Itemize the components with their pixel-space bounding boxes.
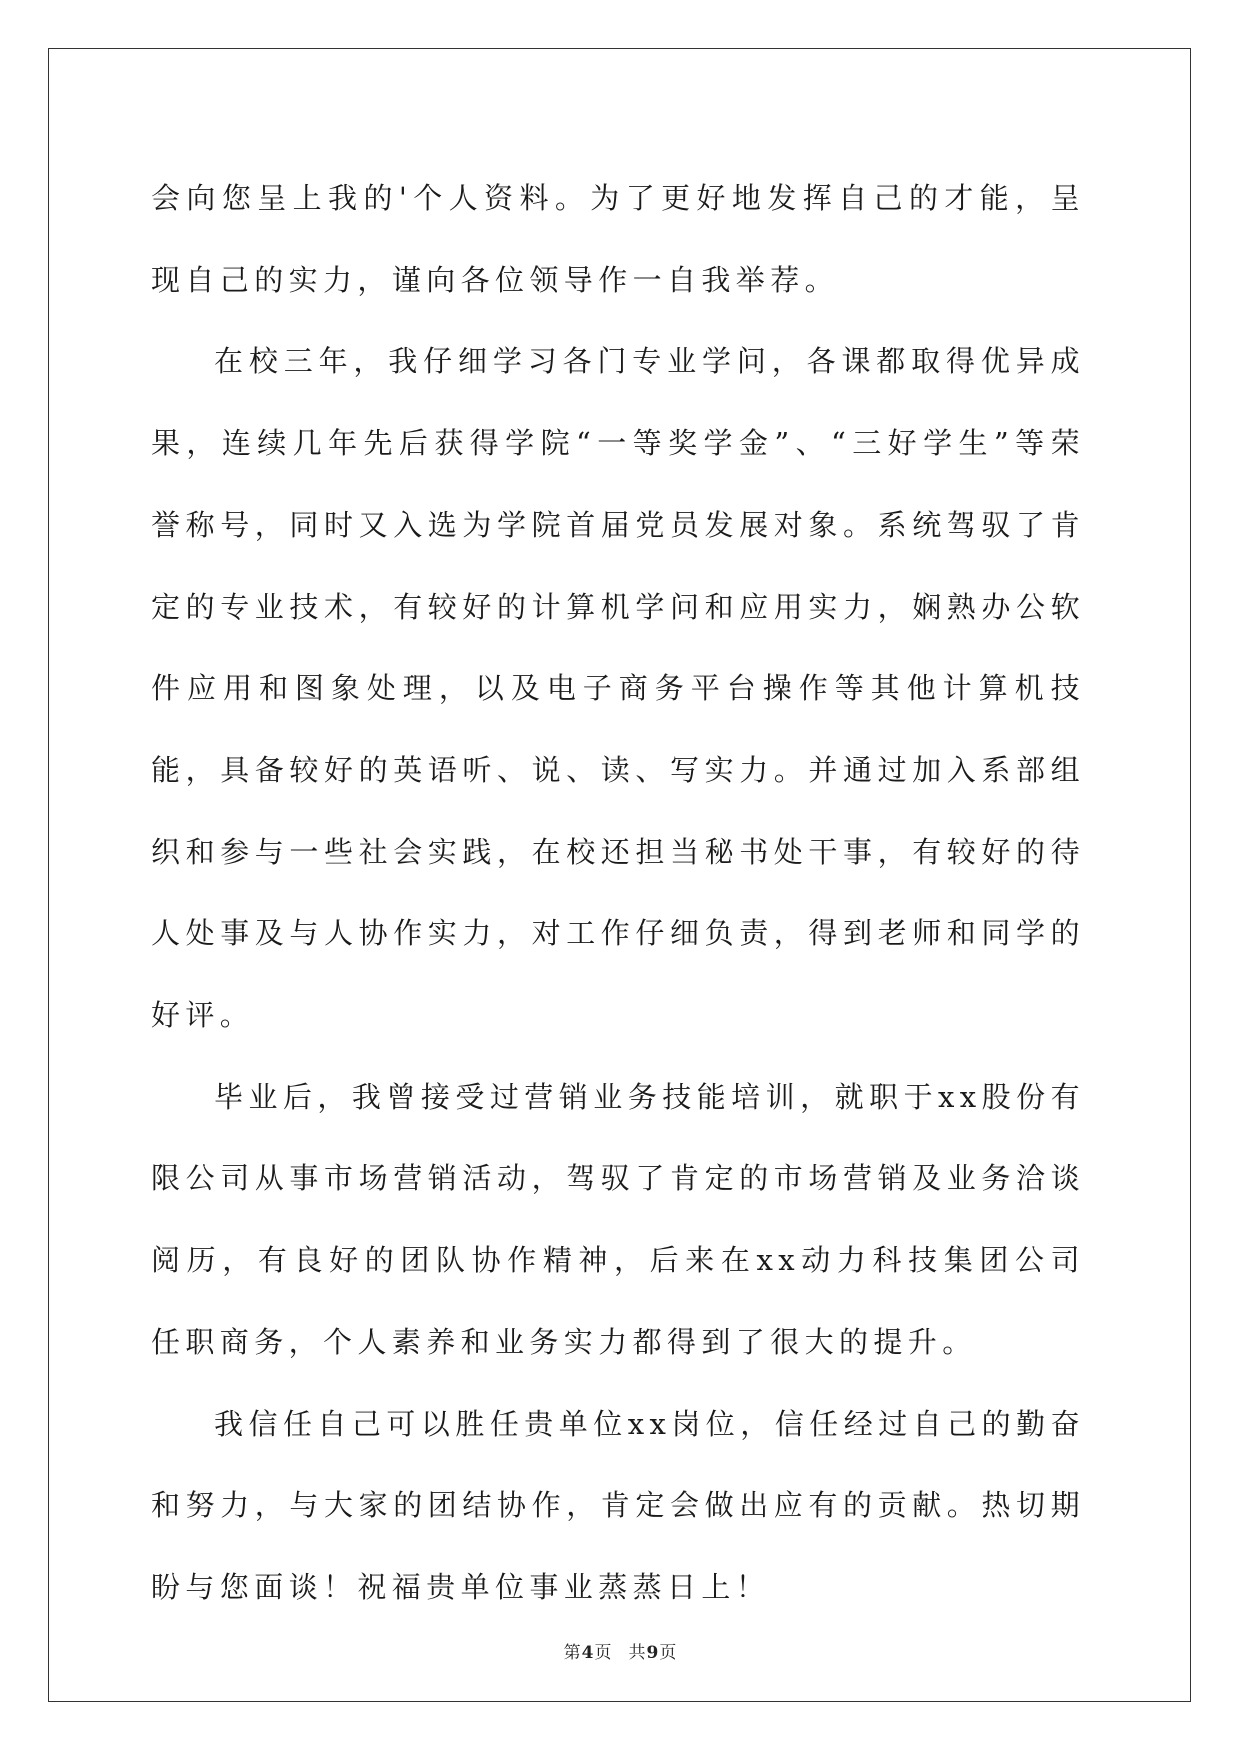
- paragraph-closing: 我信任自己可以胜任贵单位xx岗位，信任经过自己的勤奋和努力，与大家的团结协作，肯定会做出应有的贡献。热切期盼与您面谈！祝福贵单位事业蒸蒸日上！: [151, 1406, 1085, 1604]
- page-suffix: 页: [594, 1643, 613, 1663]
- paragraph-continuation: 会向您呈上我的'个人资料。为了更好地发挥自己的才能，呈现自己的实力，谨向各位领导作一自我举荐。: [151, 181, 1085, 297]
- document-body: [151, 158, 1085, 1629]
- page-prefix: 第: [563, 1643, 582, 1663]
- page-footer: [0, 1638, 1241, 1663]
- paragraph-work-experience: 毕业后，我曾接受过营销业务技能培训，就职于xx股份有限公司从事市场营销活动，驾驭了肯定的市场营销及业务洽谈阅历，有良好的团队协作精神，后来在xx动力科技集团公司任职商务，个人素养和业务实力都得到了很大的提升。: [151, 1079, 1085, 1359]
- page-number: 4: [581, 1643, 595, 1663]
- total-suffix: 页: [659, 1643, 678, 1663]
- paragraph-education: 在校三年，我仔细学习各门专业学问，各课都取得优异成果，连续几年先后获得学院“一等奖学金”、“三好学生”等荣誉称号，同时又入选为学院首届党员发展对象。系统驾驭了肯定的专业技术，有较好的计算机学问和应用实力，娴熟办公软件应用和图象处理，以及电子商务平台操作等其他计算机技能，具备较好的英语听、说、读、写实力。并通过加入系部组织和参与一些社会实践，在校还担当秘书处干事，有较好的待人处事及与人协作实力，对工作仔细负责，得到老师和同学的好评。: [151, 344, 1085, 1033]
- total-prefix: 共: [628, 1643, 647, 1663]
- total-pages: 9: [646, 1643, 660, 1663]
